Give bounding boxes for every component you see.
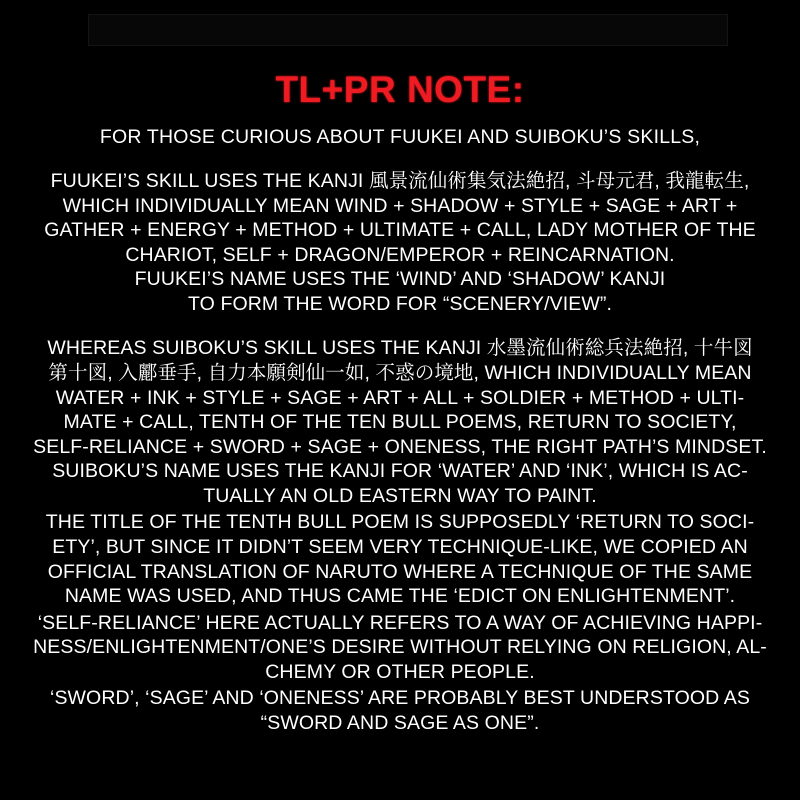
paragraph-line: SELF-RELIANCE + SWORD + SAGE + ONENESS, THE RIGHT PATH’S MINDSET. [33, 435, 767, 458]
paragraph-line: SUIBOKU’S NAME USES THE KANJI FOR ‘WATER’ AND ‘INK’, WHICH IS AC- [52, 460, 748, 483]
paragraph-self-reliance [14, 611, 786, 685]
paragraph-line: FUUKEI’S SKILL USES THE KANJI 風景流仙術集気法絶招, 斗母元君, 我龍転生, [50, 170, 750, 193]
paragraph-line: TO FORM THE WORD FOR “SCENERY/VIEW”. [188, 292, 612, 315]
paragraph-line: WHEREAS SUIBOKU’S SKILL USES THE KANJI 水墨流仙術総兵法絶招, 十牛図 [47, 337, 753, 360]
paragraph-line: FUUKEI’S NAME USES THE ‘WIND’ AND ‘SHADOW’ KANJI [134, 268, 666, 291]
paragraph-line: NESS/ENLIGHTENMENT/ONE’S DESIRE WITHOUT RELYING ON RELIGION, AL- [33, 636, 767, 659]
paragraph-line: ETY’, BUT SINCE IT DIDN’T SEEM VERY TECHNIQUE-LIKE, WE COPIED AN [52, 535, 748, 558]
paragraph-line: ‘SELF-RELIANCE’ HERE ACTUALLY REFERS TO A WAY OF ACHIEVING HAPPI- [37, 611, 763, 634]
paragraph-line: OFFICIAL TRANSLATION OF NARUTO WHERE A TECHNIQUE OF THE SAME [47, 560, 753, 583]
page-title: TL+PR NOTE: [275, 69, 525, 110]
paragraph-bull-poem [14, 510, 786, 608]
paragraph-fuukei [14, 169, 786, 316]
paragraph-line: THE TITLE OF THE TENTH BULL POEM IS SUPPOSEDLY ‘RETURN TO SOCI- [45, 511, 755, 534]
lead-text: FOR THOSE CURIOUS ABOUT FUUKEI AND SUIBOKU’S SKILLS, [99, 125, 701, 148]
paragraph-line: TUALLY AN OLD EASTERN WAY TO PAINT. [203, 484, 597, 507]
paragraph-line: GATHER + ENERGY + METHOD + ULTIMATE + CALL, LADY MOTHER OF THE [44, 219, 756, 242]
paragraph-line: WHICH INDIVIDUALLY MEAN WIND + SHADOW + STYLE + SAGE + ART + [62, 194, 738, 217]
note-content [0, 56, 800, 735]
paragraph-line: ‘SWORD’, ‘SAGE’ AND ‘ONENESS’ ARE PROBABLY BEST UNDERSTOOD AS [50, 687, 750, 710]
paragraph-line: 第十図, 入酈垂手, 自力本願剣仙一如, 不惑の境地, WHICH INDIVIDUALLY MEAN [48, 362, 752, 384]
paragraph-line: CHEMY OR OTHER PEOPLE. [265, 660, 535, 683]
paragraph-line: “SWORD AND SAGE AS ONE”. [260, 711, 540, 734]
paragraph-line: NAME WAS USED, AND THUS CAME THE ‘EDICT ON ENLIGHTENMENT’. [64, 585, 736, 608]
top-panel-strip [88, 14, 728, 46]
paragraph-line: CHARIOT, SELF + DRAGON/EMPEROR + REINCARNATION. [125, 243, 675, 266]
paragraph-sword-sage [14, 686, 786, 735]
paragraph-line: MATE + CALL, TENTH OF THE TEN BULL POEMS, RETURN TO SOCIETY, [63, 411, 737, 434]
paragraph-line: WATER + INK + STYLE + SAGE + ART + ALL + SOLDIER + METHOD + ULTI- [55, 386, 745, 409]
paragraph-suiboku [14, 336, 786, 508]
